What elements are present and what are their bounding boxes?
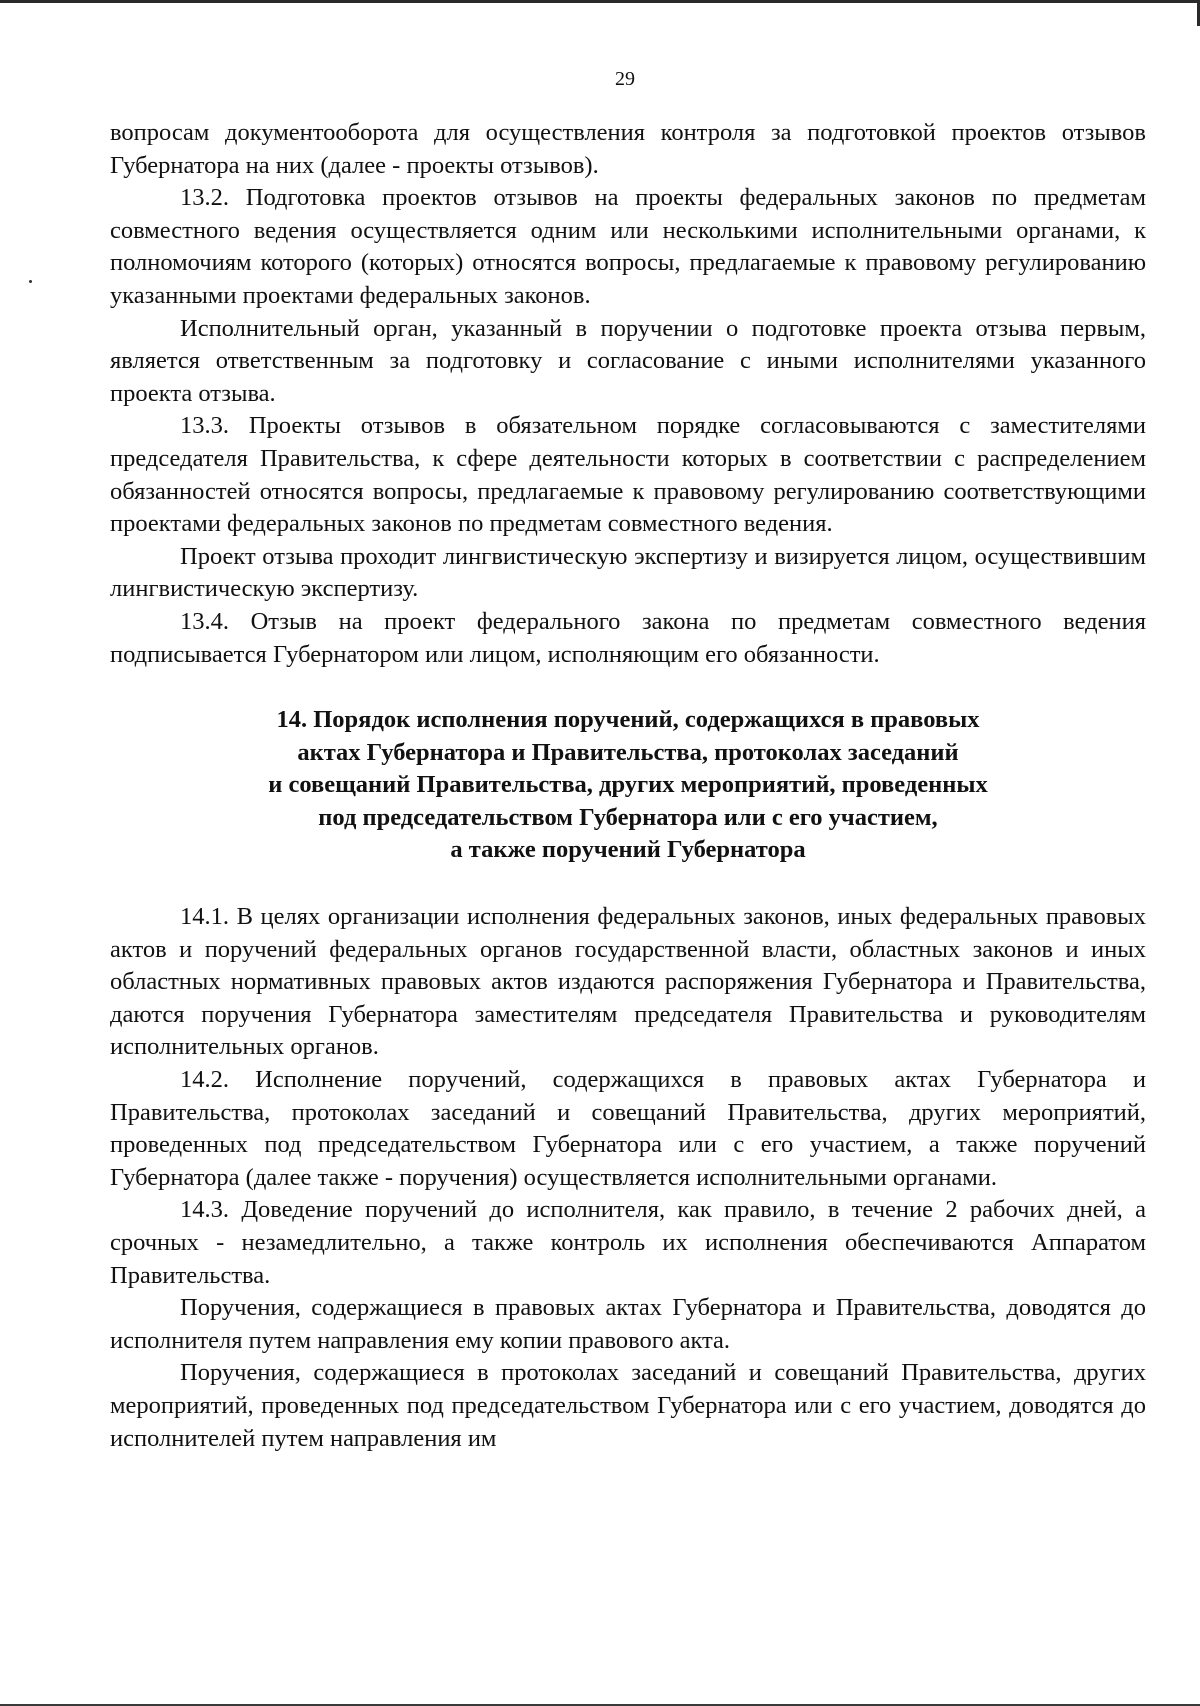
paragraphs-before-heading [110, 117, 1146, 671]
paragraph-14-3: 14.3. Доведение поручений до исполнителя, как правило, в течение 2 рабочих дней, а срочных - незамедлительно, а также контроль их исполнения обеспечиваются Аппаратом Правительства. [110, 1196, 1146, 1289]
paragraph: вопросам документооборота для осуществления контроля за подготовкой проектов отзывов Губернатора на них (далее - проекты отзывов). [110, 119, 1146, 179]
heading-line: 14. Порядок исполнения поручений, содержащихся в правовых [276, 706, 980, 734]
heading-line: а также поручений Губернатора [450, 836, 806, 864]
paragraph: Поручения, содержащиеся в правовых актах Губернатора и Правительства, доводятся до исполнителя путем направления ему копии правового акта. [110, 1294, 1146, 1354]
paragraph-13-3: 13.3. Проекты отзывов в обязательном порядке согласовываются с заместителями председателя Правительства, к сфере деятельности которых в соответствии с распределением обязанностей относятся вопросы, предлагаемые к правовому регулированию соответствующими проектами федеральных законов по предметам совместного ведения. [110, 412, 1146, 538]
paragraph: Исполнительный орган, указанный в поручении о подготовке проекта отзыва первым, является ответственным за подготовку и согласование с иными исполнителями указанного проекта отзыва. [110, 314, 1146, 407]
paragraph-13-2: 13.2. Подготовка проектов отзывов на проекты федеральных законов по предметам совместного ведения осуществляется одним или несколькими исполнительными органами, к полномочиям которого (которых) относятся вопросы, предлагаемые к правовому регулированию указанными проектами федеральных законов. [110, 184, 1146, 309]
document-body [110, 117, 1146, 1455]
paragraph-14-1: 14.1. В целях организации исполнения федеральных законов, иных федеральных правовых актов и поручений федеральных органов государственной власти, областных законов и иных областных нормативных правовых актов издаются распоряжения Губернатора и Правительства, даются поручения Губернатора заместителям председателя Правительства и руководителям исполнительных органов. [110, 903, 1146, 1061]
paragraphs-after-heading [110, 901, 1146, 1455]
heading-line: под председательством Губернатора или с его участием, [318, 803, 938, 831]
paragraph: Проект отзыва проходит лингвистическую экспертизу и визируется лицом, осуществившим лингвистическую экспертизу. [110, 542, 1146, 603]
page-number: 29 [615, 68, 635, 90]
paragraph: Поручения, содержащиеся в протоколах заседаний и совещаний Правительства, других мероприятий, проведенных под председательством Губернатора или с его участием, доводятся до исполнителей путем направления им [110, 1359, 1146, 1452]
scan-edge-top [0, 0, 1200, 3]
paragraph-14-2: 14.2. Исполнение поручений, содержащихся в правовых актах Губернатора и Правительства, протоколах заседаний и совещаний Правительства, других мероприятий, проведенных под председательством Губернатора или с его участием, а также поручений Губернатора (далее также - поручения) осуществляется исполнительными органами. [110, 1066, 1146, 1191]
heading-line: актах Губернатора и Правительства, протоколах заседаний [297, 738, 959, 766]
heading-line: и совещаний Правительства, других мероприятий, проведенных [268, 771, 988, 799]
paragraph-13-4: 13.4. Отзыв на проект федерального закона по предметам совместного ведения подписывается Губернатором или лицом, исполняющим его обязанности. [110, 607, 1146, 668]
scan-speck [29, 280, 32, 283]
section-14-heading [110, 704, 1146, 867]
